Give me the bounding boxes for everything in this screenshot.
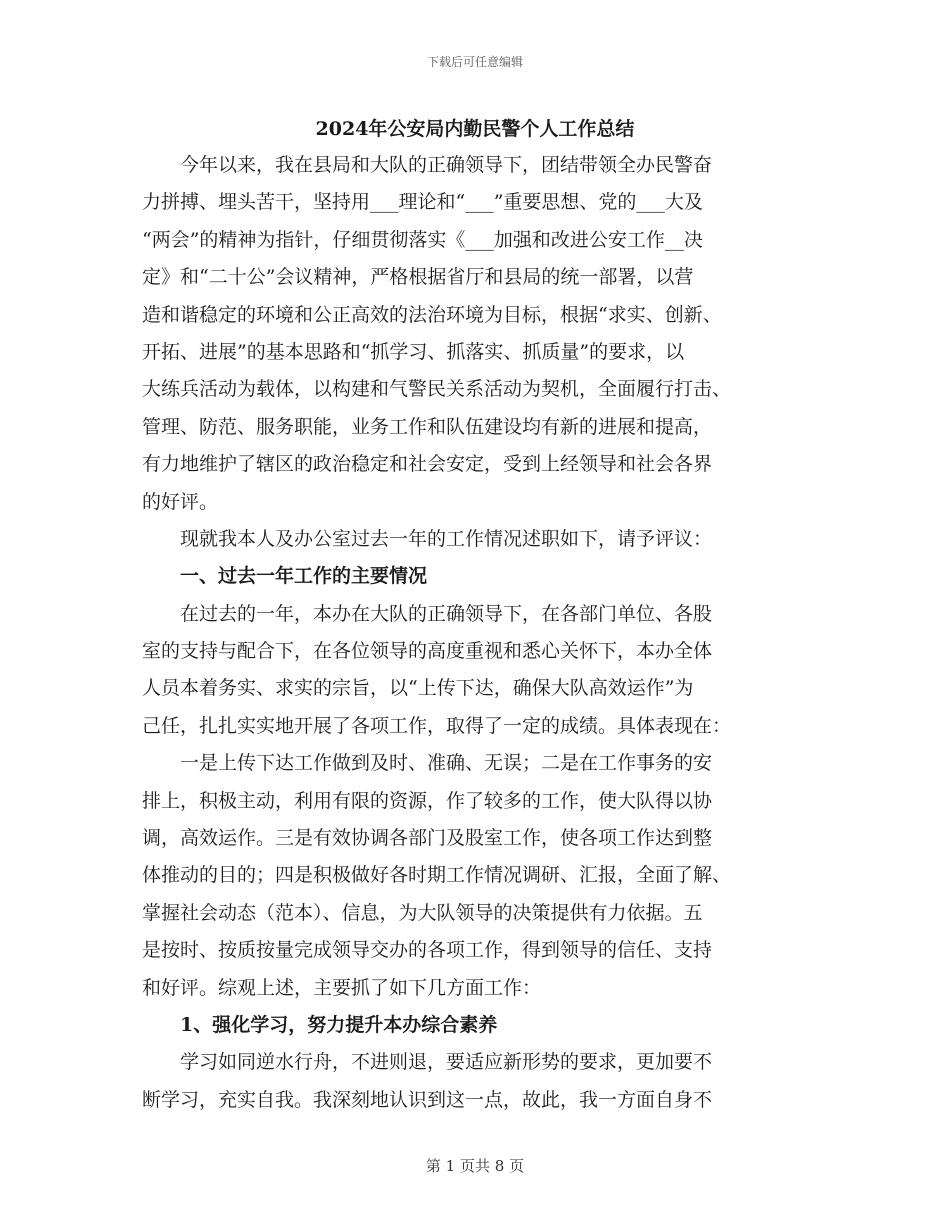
subsection-paragraph bbox=[142, 1044, 808, 1119]
page-number: 第 1 页共 8 页 bbox=[425, 1157, 525, 1175]
text-line: 造和谐稳定的环境和公正高效的法治环境为目标，根据“求实、创新、 bbox=[142, 303, 722, 326]
section-heading: 一、过去一年工作的主要情况 bbox=[180, 565, 428, 588]
text-line: 大练兵活动为载体，以构建和气警民关系活动为契机，全面履行打击、 bbox=[142, 378, 732, 401]
subsection-heading: 1、强化学习，努力提升本办综合素养 bbox=[180, 1013, 498, 1036]
section-paragraph bbox=[142, 596, 808, 746]
text-line: 一是上传下达工作做到及时、准确、无误；二是在工作事务的安 bbox=[180, 752, 713, 775]
text-line: 室的支持与配合下，在各位领导的高度重视和悉心关怀下，本办全体 bbox=[142, 640, 713, 663]
text-line: 断学习，充实自我。我深刻地认识到这一点，故此，我一方面自身不 bbox=[142, 1088, 713, 1111]
text-line: 和好评。综观上述，主要抓了如下几方面工作： bbox=[142, 976, 542, 999]
text-line: 调，高效运作。三是有效协调各部门及股室工作，使各项工作达到整 bbox=[142, 827, 713, 850]
intro-paragraph bbox=[142, 147, 808, 521]
report-paragraph bbox=[142, 521, 808, 558]
text-line: 排上，积极主动，利用有限的资源，作了较多的工作，使大队得以协 bbox=[142, 789, 713, 812]
text-line: 管理、防范、服务职能，业务工作和队伍建设均有新的进展和提高， bbox=[142, 415, 713, 438]
text-line: 体推动的目的；四是积极做好各时期工作情况调研、汇报，全面了解、 bbox=[142, 864, 732, 887]
text-line: 学习如同逆水行舟，不进则退，要适应新形势的要求，更加要不 bbox=[180, 1051, 713, 1074]
text-line: 开拓、进展”的基本思路和“抓学习、抓落实、抓质量”的要求，以 bbox=[142, 340, 685, 363]
document-body bbox=[142, 111, 808, 1119]
text-line: 的好评。 bbox=[142, 490, 219, 513]
text-line: 力拼搏、埋头苦干，坚持用___理论和“___”重要思想、党的___大及 bbox=[142, 191, 703, 214]
text-line: 有力地维护了辖区的政治稳定和社会安定，受到上经领导和社会各界 bbox=[142, 453, 713, 476]
document-title: 2024年公安局内勤民警个人工作总结 bbox=[315, 118, 635, 140]
text-line: 人员本着务实、求实的宗旨，以“上传下达，确保大队高效运作”为 bbox=[142, 677, 694, 700]
text-line: 己任，扎扎实实地开展了各项工作，取得了一定的成绩。具体表现在： bbox=[142, 714, 732, 737]
section-paragraph bbox=[142, 745, 808, 1007]
text-line: 在过去的一年，本办在大队的正确领导下，在各部门单位、各股 bbox=[180, 602, 713, 625]
page-header-note: 下载后可任意编辑 bbox=[426, 55, 523, 69]
text-line: 今年以来，我在县局和大队的正确领导下，团结带领全办民警奋 bbox=[180, 154, 713, 176]
text-line: “两会”的精神为指针，仔细贯彻落实《___加强和改进公安工作__决 bbox=[142, 228, 703, 251]
text-line: 现就我本人及办公室过去一年的工作情况述职如下，请予评议： bbox=[180, 527, 713, 550]
text-line: 定》和“二十公”会议精神，严格根据省厅和县局的统一部署，以营 bbox=[142, 266, 694, 289]
text-line: 是按时、按质按量完成领导交办的各项工作，得到领导的信任、支持 bbox=[142, 939, 713, 962]
text-line: 掌握社会动态（范本）、信息，为大队领导的决策提供有力依据。五 bbox=[142, 901, 703, 924]
